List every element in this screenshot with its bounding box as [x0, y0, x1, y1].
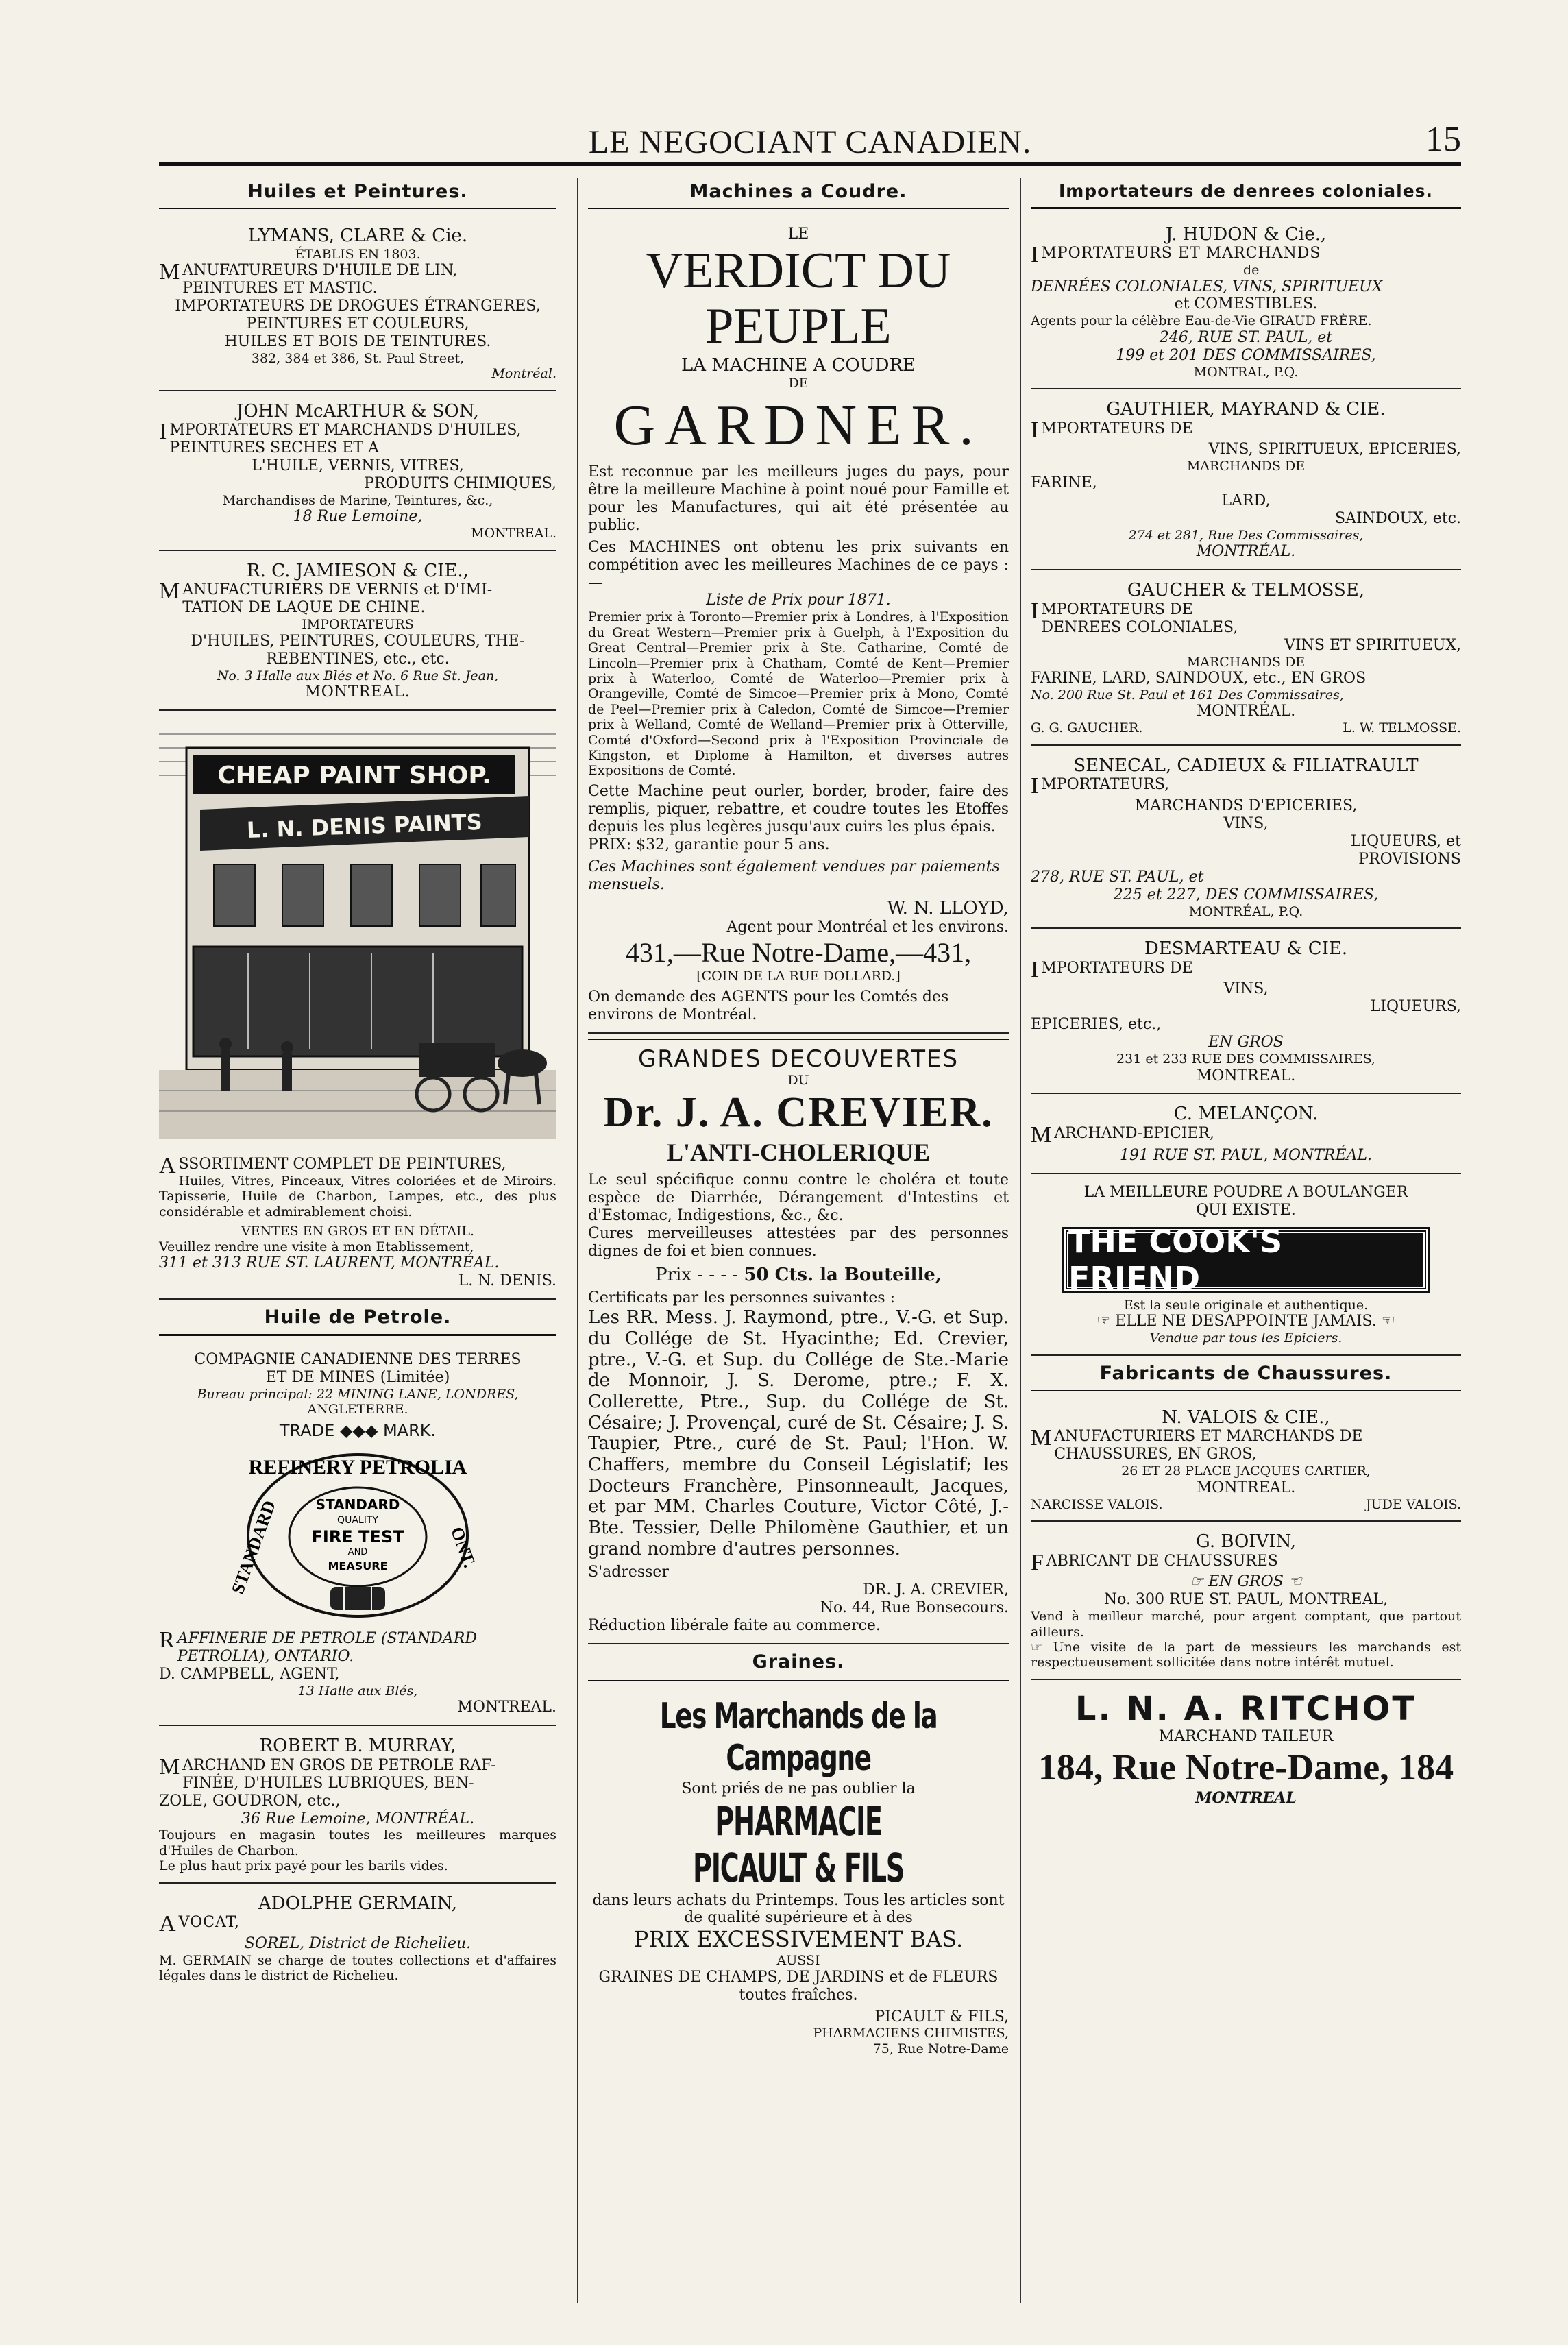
- ad-line: 311 et 313 RUE ST. LAURENT, MONTRÉAL.: [159, 1254, 500, 1272]
- ad-line: MPORTATEURS DE: [1041, 420, 1193, 437]
- standard-petrolia-emblem: [228, 1446, 480, 1625]
- shop-sign-text: CHEAP PAINT SHOP.: [217, 762, 491, 790]
- ad-germain: [159, 1888, 556, 1992]
- ad-line: L'HUILE, VERNIS, VITRES,: [252, 457, 464, 475]
- ad-line: 199 et 201 DES COMMISSAIRES,: [1116, 346, 1376, 364]
- ad-valois: [1031, 1402, 1461, 1522]
- ad-line: PETROLIA), ONTARIO.: [177, 1647, 354, 1665]
- drop-cap: M: [159, 258, 180, 284]
- ad-signature: JUDE VALOIS.: [1365, 1496, 1461, 1512]
- ad-line: dans leurs achats du Printemps. Tous les articles sont de qualité supérieure et à des: [592, 1891, 1005, 1927]
- ad-line: PROVISIONS: [1358, 850, 1461, 868]
- section-heading-import: Importateurs de denrees coloniales.: [1031, 178, 1461, 209]
- ad-line: GRANDES DECOUVERTES: [637, 1045, 959, 1073]
- ad-line: ANUFATUREURS D'HUILE DE LIN,: [182, 261, 458, 279]
- ad-gauthier: [1031, 393, 1461, 570]
- ad-line: VOCAT,: [178, 1914, 241, 1932]
- emblem-left-text: STANDARD: [228, 1497, 280, 1596]
- ad-line: MONTRÉAL, P.Q.: [1188, 903, 1303, 919]
- ad-line: PRIX: $32, garantie pour 5 ans.: [588, 836, 830, 853]
- ad-line: VINS ET SPIRITUEUX,: [1284, 636, 1461, 654]
- ad-paragraph: Premier prix à Toronto—Premier prix à Londres, à l'Exposition du Great Western—Premier prix à Guelph, à l'Exposition du Great Central—Premier prix à Ste. Catharine, Comté de Lincoln—Premier prix à Chatham, Comté de Kent—Premier prix à Waterloo, Comté de Waterloo—Premier prix à Orangeville, Comté de Simcoe—Premier prix à Mono, Comté de Peel—Premier prix à Caledon, Comté de Simcoe—Premier prix à Welland, Comté de Welland—Premier prix à Otterville, Comté d'Oxford—Second prix à l'Exposition Provinciale de Kingston, et Diplome à Hamilton, et diverses autres Expositions de Comté.: [588, 609, 1009, 779]
- ad-line: ET DE MINES (Limitée): [265, 1368, 450, 1386]
- drop-cap: M: [159, 579, 180, 605]
- drop-cap: M: [159, 1753, 180, 1779]
- ad-line: de: [1242, 263, 1260, 278]
- ad-line: M. GERMAIN se charge de toutes collections et d'affaires légales dans le district de Richelieu.: [159, 1952, 556, 1984]
- ad-line: 382, 384 et 386, St. Paul Street,: [251, 350, 465, 366]
- ad-line: MONTREAL.: [471, 526, 556, 542]
- ad-murray: [159, 1730, 556, 1884]
- emblem-center-text: MEASURE: [328, 1559, 388, 1572]
- ad-signature: L. W. TELMOSSE.: [1343, 720, 1461, 736]
- ad-signature: NARCISSE VALOIS.: [1031, 1496, 1163, 1512]
- ad-line: 191 RUE ST. PAUL, MONTRÉAL.: [1119, 1147, 1373, 1165]
- ad-line: Est la seule originale et authentique.: [1123, 1297, 1369, 1313]
- ad-ritchot: [1031, 1684, 1461, 1816]
- ad-line: MPORTATEURS ET MARCHANDS: [1041, 245, 1321, 263]
- emblem-center-text: AND: [347, 1546, 368, 1557]
- pointing-hand-icon: ☜: [1288, 1573, 1302, 1591]
- ad-line: S'adresser: [588, 1564, 669, 1581]
- ad-name: ADOLPHE GERMAIN,: [258, 1893, 457, 1914]
- ad-line: MPORTATEURS DE: [1041, 600, 1193, 618]
- ad-line: MPORTATEURS DE: [1041, 959, 1193, 977]
- ad-line: Vend à meilleur marché, pour argent comptant, que partout ailleurs.: [1031, 1609, 1461, 1640]
- ad-line: FARINE,: [1031, 474, 1097, 491]
- ad-line: DU: [787, 1072, 809, 1088]
- drop-cap: I: [1031, 417, 1039, 443]
- drop-cap: I: [1031, 956, 1039, 982]
- ad-hudon: [1031, 219, 1461, 390]
- ad-line: 274 et 281, Rue Des Commissaires,: [1128, 527, 1364, 543]
- ad-line: FINÉE, D'HUILES LUBRIQUES, BEN-: [182, 1774, 474, 1792]
- emblem-right-text: ONT.: [446, 1524, 480, 1570]
- ad-name: GAUCHER & TELMOSSE,: [1127, 580, 1365, 600]
- ad-line: HUILES ET BOIS DE TEINTURES.: [224, 332, 491, 350]
- drop-cap: A: [159, 1911, 176, 1937]
- drop-cap: F: [1031, 1549, 1044, 1575]
- ad-name: G. BOIVIN,: [1196, 1531, 1296, 1552]
- running-head: [159, 118, 1461, 166]
- ad-line: No. 300 RUE ST. PAUL, MONTREAL,: [1103, 1591, 1388, 1609]
- section-heading-graines: Graines.: [588, 1649, 1009, 1681]
- ad-name: GAUTHIER, MAYRAND & CIE.: [1106, 399, 1386, 420]
- ad-line: MARCHANDS DE: [1186, 459, 1306, 474]
- ad-line: FARINE, LARD, SAINDOUX, etc., EN GROS: [1031, 669, 1367, 687]
- ad-line: MONTRAL, P.Q.: [1193, 364, 1299, 380]
- ad-name: ROBERT B. MURRAY,: [259, 1735, 456, 1756]
- ad-paragraph: Cures merveilleuses attestées par des personnes dignes de foi et bien connues.: [588, 1224, 1009, 1260]
- ad-line: Vendue par tous les Epiciers.: [1149, 1331, 1343, 1346]
- ad-line: Le plus haut prix payé pour les barils vides.: [159, 1858, 448, 1874]
- ad-paragraph: Cette Machine peut ourler, border, broder, faire des remplis, piquer, rebattre, et coudre toutes les Etoffes depuis les plus legères jusqu'aux cuirs les plus épais.: [588, 782, 1009, 836]
- ad-line: VENTES EN GROS ET EN DÉTAIL.: [241, 1224, 475, 1239]
- ad-line: ABRICANT DE CHAUSSURES: [1046, 1552, 1278, 1570]
- ad-line: 278, RUE ST. PAUL, et: [1031, 868, 1204, 886]
- ad-line: PRIX EXCESSIVEMENT BAS.: [633, 1926, 964, 1953]
- ad-paragraph: Les RR. Mess. J. Raymond, ptre., V.-G. et Sup. du Collége de St. Hyacinthe; Ed. Crevier, ptre., V.-G. et Sup. du Collége de Ste.-Marie de Monnoir, J. S. Derome, ptre.; F. X. Collerette, Ptre., Sup. du Collége de St. Césaire; J. Provençal, curé de St. Césaire; J. S. Taupier, Ptre., curé de St. Paul; l'Hon. W. Chaffers, membre du Conseil Législatif; les Docteurs Franchère, Pinsonneault, Jacques, et par MM. Charles Couture, Victor Côté, J.-Bte. Tessier, Delle Philomène Gauthier, et un grand nombre d'autres personnes.: [588, 1307, 1009, 1559]
- section-heading-chaussures: Fabricants de Chaussures.: [1031, 1360, 1461, 1392]
- drop-cap: I: [1031, 773, 1039, 799]
- ad-paragraph: Est reconnue par les meilleurs juges du pays, pour être la meilleure Machine à point noué pour Famille et pour les Manufactures, qui ait été présentée au public.: [588, 463, 1009, 534]
- ad-line: REBENTINES, etc., etc.: [266, 650, 450, 668]
- ad-line: DENRÉES COLONIALES, VINS, SPIRITUEUX: [1031, 278, 1383, 295]
- ad-line: LARD,: [1221, 491, 1271, 509]
- emblem-center-text: QUALITY: [337, 1514, 378, 1526]
- price-value: 50 Cts. la Bouteille,: [744, 1264, 942, 1285]
- ad-cooks-friend: [1031, 1178, 1461, 1356]
- ad-line: 225 et 227, DES COMMISSAIRES,: [1113, 886, 1379, 903]
- ad-line: D'HUILES, PEINTURES, COULEURS, THE-: [191, 632, 525, 650]
- shop-sign-text-2: L. N. DENIS PAINTS: [246, 809, 483, 844]
- ad-picault: [588, 1690, 1009, 2065]
- ad-line: GRAINES DE CHAMPS, DE JARDINS et de FLEURS toutes fraîches.: [598, 1968, 999, 2004]
- ad-line: SOREL, District de Richelieu.: [244, 1934, 471, 1952]
- ad-line: PHARMACIENS CHIMISTES,: [813, 2026, 1009, 2041]
- ad-line: AFFINERIE DE PETROLE (STANDARD: [177, 1629, 477, 1647]
- picault-headline-2: PHARMACIE PICAULT & FILS: [692, 1797, 904, 1892]
- ad-line: VINS,: [1223, 814, 1269, 832]
- page-number: 15: [1425, 120, 1461, 159]
- crevier-headline: Dr. J. A. CREVIER.: [603, 1089, 994, 1137]
- ad-line: ÉTABLIS EN 1803.: [295, 246, 421, 262]
- ad-line: W. N. LLOYD,: [887, 897, 1009, 919]
- ad-line: Certificats par les personnes suivantes :: [588, 1289, 896, 1307]
- ad-gardner: [588, 220, 1009, 1034]
- ad-lymans: [159, 220, 556, 391]
- ad-line: Sont priés de ne pas oublier la: [681, 1779, 916, 1797]
- ad-line: EN GROS: [1208, 1034, 1284, 1052]
- diamond-icon: ◆◆◆: [339, 1421, 378, 1441]
- ad-line: MONTREAL.: [305, 683, 411, 701]
- pointing-hand-icon: ☞: [1097, 1313, 1111, 1331]
- ad-line: MARCHANDS D'EPICERIES,: [1134, 797, 1358, 814]
- gardner-headline: GARDNER.: [613, 393, 983, 457]
- ad-line: No. 3 Halle aux Blés et No. 6 Rue St. Jean,: [217, 668, 499, 683]
- pointing-hand-icon: ☞: [1031, 1639, 1043, 1655]
- ad-line: L. N. DENIS.: [458, 1272, 556, 1289]
- ad-line: PICAULT & FILS,: [874, 2008, 1009, 2026]
- ad-line: MPORTATEURS ET MARCHANDS D'HUILES,: [169, 422, 522, 439]
- drop-cap: A: [159, 1152, 176, 1178]
- ad-line: 36 Rue Lemoine, MONTRÉAL.: [241, 1810, 475, 1827]
- column-1: [159, 178, 556, 2303]
- ad-line: IMPORTATEURS DE DROGUES ÉTRANGERES,: [175, 297, 541, 315]
- ad-line: ARCHAND EN GROS DE PETROLE RAF-: [182, 1756, 496, 1774]
- drop-cap: I: [1031, 242, 1039, 268]
- ad-line: LIQUEURS, et: [1350, 832, 1461, 850]
- ad-line: ELLE NE DESAPPOINTE JAMAIS.: [1115, 1313, 1377, 1331]
- ad-line: 75, Rue Notre-Dame: [872, 2041, 1009, 2056]
- ad-line: Toujours en magasin toutes les meilleures marques d'Huiles de Charbon.: [159, 1827, 556, 1858]
- ad-line: No. 44, Rue Bonsecours.: [820, 1599, 1009, 1617]
- ad-line: EPICERIES, etc.,: [1031, 1016, 1162, 1034]
- ad-line: DE: [788, 376, 809, 391]
- ad-crevier: [588, 1038, 1009, 1644]
- ad-line: PRODUITS CHIMIQUES,: [364, 475, 556, 493]
- trade-label: TRADE: [279, 1421, 335, 1441]
- ritchot-headline: L. N. A. RITCHOT: [1075, 1689, 1417, 1728]
- ad-line: IMPORTATEURS: [302, 617, 414, 633]
- section-heading-petrole: Huile de Petrole.: [159, 1304, 556, 1336]
- ad-line: LE: [787, 225, 809, 243]
- price-label: Prix - - - -: [655, 1264, 739, 1285]
- ad-signature: G. G. GAUCHER.: [1031, 720, 1143, 736]
- ad-line: VINS,: [1223, 980, 1269, 998]
- ad-gaucher: [1031, 574, 1461, 746]
- ad-line: VINS, SPIRITUEUX, EPICERIES,: [1208, 441, 1461, 459]
- ad-line: MARCHAND TAILEUR: [1158, 1728, 1334, 1746]
- cooks-friend-banner: THE COOK'S FRIEND: [1064, 1229, 1428, 1291]
- ad-address: 431,—Rue Notre-Dame,—431,: [625, 937, 972, 969]
- ad-line: ANGLETERRE.: [307, 1402, 408, 1418]
- paint-shop-illustration: [159, 720, 556, 1139]
- drop-cap: M: [1031, 1122, 1052, 1148]
- ad-line: [COIN DE LA RUE DOLLARD.]: [696, 969, 901, 984]
- ad-line: LIQUEURS,: [1370, 998, 1461, 1016]
- ad-line: CHAUSSURES, EN GROS,: [1054, 1446, 1257, 1463]
- picault-headline-1: Les Marchands de la Campagne: [659, 1695, 938, 1779]
- ad-line: PEINTURES ET COULEURS,: [246, 315, 469, 332]
- ad-denis: [159, 1150, 556, 1300]
- ad-mcarthur: [159, 396, 556, 551]
- ad-line: ARCHAND-EPICIER,: [1054, 1125, 1215, 1143]
- verdict-headline: VERDICT DU PEUPLE: [646, 242, 951, 355]
- section-heading-huiles: Huiles et Peintures.: [159, 178, 556, 210]
- mark-label: MARK.: [382, 1421, 437, 1441]
- drop-cap: R: [159, 1627, 175, 1653]
- ad-line: TATION DE LAQUE DE CHINE.: [182, 599, 426, 617]
- ad-line: Marchandises de Marine, Teintures, &c.,: [222, 493, 493, 508]
- drop-cap: I: [159, 419, 167, 445]
- ad-line: SSORTIMENT COMPLET DE PEINTURES,: [178, 1155, 506, 1173]
- ad-line: MARCHANDS DE: [1186, 654, 1306, 670]
- ad-name: R. C. JAMIESON & CIE.,: [247, 560, 469, 581]
- emblem-top-text: REFINERY PETROLIA: [248, 1455, 467, 1479]
- ad-line: Bureau principal: 22 MINING LANE, LONDRES,: [197, 1386, 519, 1402]
- drop-cap: I: [1031, 598, 1039, 624]
- ad-line: PEINTURES ET MASTIC.: [182, 279, 378, 297]
- ad-line: AUSSI: [776, 1953, 820, 1969]
- ad-line: Huiles, Vitres, Pinceaux, Vitres coloriées et de Miroirs. Tapisserie, Huile de Charbon, Lampes, etc., des plus considérable et admirablement choisi.: [159, 1173, 556, 1219]
- ad-paragraph: Ces MACHINES ont obtenu les prix suivants en compétition avec les meilleures Machines de ce pays :—: [588, 538, 1009, 592]
- ad-name: C. MELANÇON.: [1173, 1104, 1319, 1125]
- ad-line: et COMESTIBLES.: [1174, 295, 1318, 313]
- column-2: [577, 178, 1009, 2303]
- ad-line: Veuillez rendre une visite à mon Etablissement,: [159, 1239, 474, 1254]
- ad-line: Réduction libérale faite au commerce.: [588, 1617, 881, 1635]
- ad-name: DESMARTEAU & CIE.: [1144, 938, 1348, 960]
- ad-line: DENREES COLONIALES,: [1041, 618, 1238, 636]
- ad-line: MONTRÉAL.: [1196, 543, 1296, 561]
- ad-line: MONTRÉAL.: [1196, 703, 1296, 720]
- ad-line: Agents pour la célèbre Eau-de-Vie GIRAUD FRÈRE.: [1031, 313, 1372, 329]
- ad-name: J. HUDON & Cie.,: [1165, 223, 1327, 245]
- ad-line: MONTREAL.: [1196, 1067, 1296, 1084]
- ad-line: No. 200 Rue St. Paul et 161 Des Commissaires,: [1031, 687, 1344, 703]
- pointing-hand-icon: ☜: [1381, 1313, 1395, 1331]
- ad-line: MPORTATEURS,: [1041, 776, 1170, 794]
- ad-senecal: [1031, 750, 1461, 929]
- ad-line: MONTREAL.: [1196, 1479, 1296, 1496]
- ad-line: MONTREAL.: [457, 1699, 556, 1716]
- ad-line: 231 et 233 RUE DES COMMISSAIRES,: [1116, 1052, 1375, 1067]
- ad-boivin: [1031, 1526, 1461, 1680]
- ad-line: ANUFACTURIERS DE VERNIS et D'IMI-: [182, 581, 493, 599]
- ad-line: Montréal.: [491, 366, 556, 382]
- ad-line: 18 Rue Lemoine,: [293, 508, 423, 526]
- ad-name: SENECAL, CADIEUX & FILIATRAULT: [1073, 755, 1419, 776]
- ad-line: Ces Machines sont également vendues par paiements mensuels.: [588, 858, 1000, 893]
- ad-line: PEINTURES SECHES ET A: [169, 439, 379, 457]
- ad-line: Une visite de la part de messieurs les marchands est respectueusement sollicitée dans notre intérêt mutuel.: [1031, 1639, 1461, 1670]
- ad-line: QUI EXISTE.: [1196, 1202, 1296, 1219]
- ad-name: JOHN McARTHUR & SON,: [236, 400, 480, 422]
- ad-line: LA MACHINE A COUDRE: [681, 354, 916, 376]
- ad-paragraph: Le seul spécifique connu contre le choléra et toute espèce de Diarrhée, Dérangement d'Intestins et d'Estomac, Indigestions, &c., &c.: [588, 1171, 1009, 1224]
- ad-line: 13 Halle aux Blés,: [297, 1683, 418, 1699]
- ad-line: ZOLE, GOUDRON, etc.,: [159, 1792, 341, 1810]
- ad-line: ANUFACTURIERS ET MARCHANDS DE: [1054, 1428, 1363, 1446]
- ad-line: 26 ET 28 PLACE JACQUES CARTIER,: [1121, 1463, 1371, 1479]
- column-3: [1020, 178, 1461, 2303]
- ad-line: MONTREAL: [1195, 1789, 1297, 1808]
- section-heading-machines: Machines a Coudre.: [588, 178, 1009, 210]
- ad-line: COMPAGNIE CANADIENNE DES TERRES: [194, 1350, 522, 1368]
- pointing-hand-icon: ☞: [1190, 1573, 1204, 1591]
- ad-line: LA MEILLEURE POUDRE A BOULANGER: [1083, 1184, 1408, 1202]
- ad-line: D. CAMPBELL, AGENT,: [159, 1665, 340, 1683]
- barrel-icon: [330, 1587, 385, 1610]
- ad-line: L'ANTI-CHOLERIQUE: [666, 1139, 931, 1167]
- ad-line: 246, RUE ST. PAUL, et: [1159, 328, 1333, 346]
- ad-line: DR. J. A. CREVIER,: [863, 1581, 1009, 1599]
- ad-line: Agent pour Montréal et les environs.: [726, 919, 1009, 936]
- page-title: LE NEGOCIANT CANADIEN.: [588, 124, 1032, 160]
- ad-desmarteau: [1031, 933, 1461, 1094]
- drop-cap: M: [1031, 1425, 1052, 1451]
- emblem-center-text: FIRE TEST: [311, 1527, 404, 1546]
- ad-line: Liste de Prix pour 1871.: [706, 592, 891, 609]
- emblem-center-text: STANDARD: [315, 1496, 400, 1513]
- ad-melancon: [1031, 1098, 1461, 1174]
- ad-compagnie: [159, 1346, 556, 1726]
- ritchot-address: 184, Rue Notre-Dame, 184: [1038, 1747, 1454, 1788]
- ad-name: N. VALOIS & CIE.,: [1162, 1407, 1330, 1428]
- ad-line: On demande des AGENTS pour les Comtés des environs de Montréal.: [588, 988, 949, 1023]
- ad-line: EN GROS: [1208, 1573, 1284, 1591]
- ad-name: LYMANS, CLARE & Cie.: [247, 225, 468, 246]
- ad-line: SAINDOUX, etc.: [1335, 509, 1461, 527]
- ad-jamieson: [159, 555, 556, 711]
